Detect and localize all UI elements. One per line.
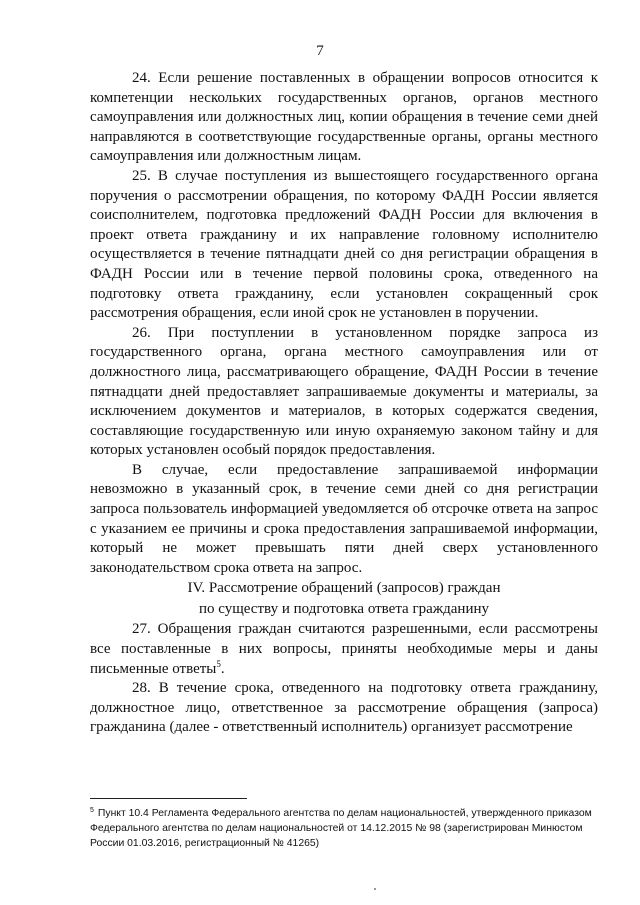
footnote-separator [90,798,247,799]
paragraph-24: 24. Если решение поставленных в обращении вопросов относится к компетенции нескольких государственных органов, органов местного самоуправления или должностных лиц, копии обращения в течение семи дней направляются в соответствующие государственные органы, органы местного самоуправления или должностным лицам. [90,70,598,165]
section-heading-line-2: по существу и подготовка ответа гражданину [198,601,490,618]
page-number: 7 [316,43,324,59]
section-heading-line-1: IV. Рассмотрение обращений (запросов) граждан [187,580,501,597]
scan-artifact [374,888,376,890]
body-text [90,69,598,738]
footnote-text: Пункт 10.4 Регламента Федерального агентства по делам национальностей, утвержденного приказом Федерального агентства по делам национальностей от 14.12.2015 № 98 (зарегистрирован Минюстом России 01.03.2016, регистрационный № 41265) [90,808,592,849]
footnote-reference[interactable]: 5 [216,658,221,669]
paragraph-28: 28. В течение срока, отведенного на подготовку ответа гражданину, должностное лицо, ответственное за рассмотрение обращения (запроса) гражданина (далее - ответственный исполнитель) организует рассмотрение [90,680,598,736]
section-heading [90,578,598,620]
paragraph-25: 25. В случае поступления из вышестоящего государственного органа поручения о рассмотрении обращения, по которому ФАДН России является соисполнителем, подготовка предложений ФАДН России для включения в проект ответа гражданину и их направление головному исполнителю осуществляется в течение пятнадцати дней со дня регистрации обращения в ФАДН России или в течение первой половины срока, отведенного на подготовку ответа гражданину, если установлен сокращенный срок рассмотрения обращения, если иной срок не установлен в поручении. [90,167,598,322]
footnote [90,806,608,851]
paragraph-27-end: . [220,660,225,677]
paragraph-26-continuation: В случае, если предоставление запрашиваемой информации невозможно в указанный срок, в течение семи дней со дня регистрации запроса пользователь информацией уведомляется об отсрочке ответа на запрос с указанием ее причины и срока предоставления запрашиваемой информации, который не может превышать пяти дней сверх установленного законодательством срока ответа на запрос. [90,461,598,576]
footnote-marker: 5 [90,806,94,814]
paragraph-27-text: 27. Обращения граждан считаются разрешенными, если рассмотрены все поставленные в них вопросы, приняты необходимые меры и даны письменные ответы [90,621,598,677]
paragraph-26: 26. При поступлении в установленном порядке запроса из государственного органа, органа местного самоуправления или от должностного лица, рассматривающего обращение, ФАДН России в течение пятнадцати дней предоставляет запрашиваемые документы и материалы, за исключением документов и материалов, в которых содержатся сведения, составляющие государственную или иную охраняемую законом тайну и для которых установлен особый порядок предоставления. [90,324,598,459]
paragraph-27 [90,620,598,679]
